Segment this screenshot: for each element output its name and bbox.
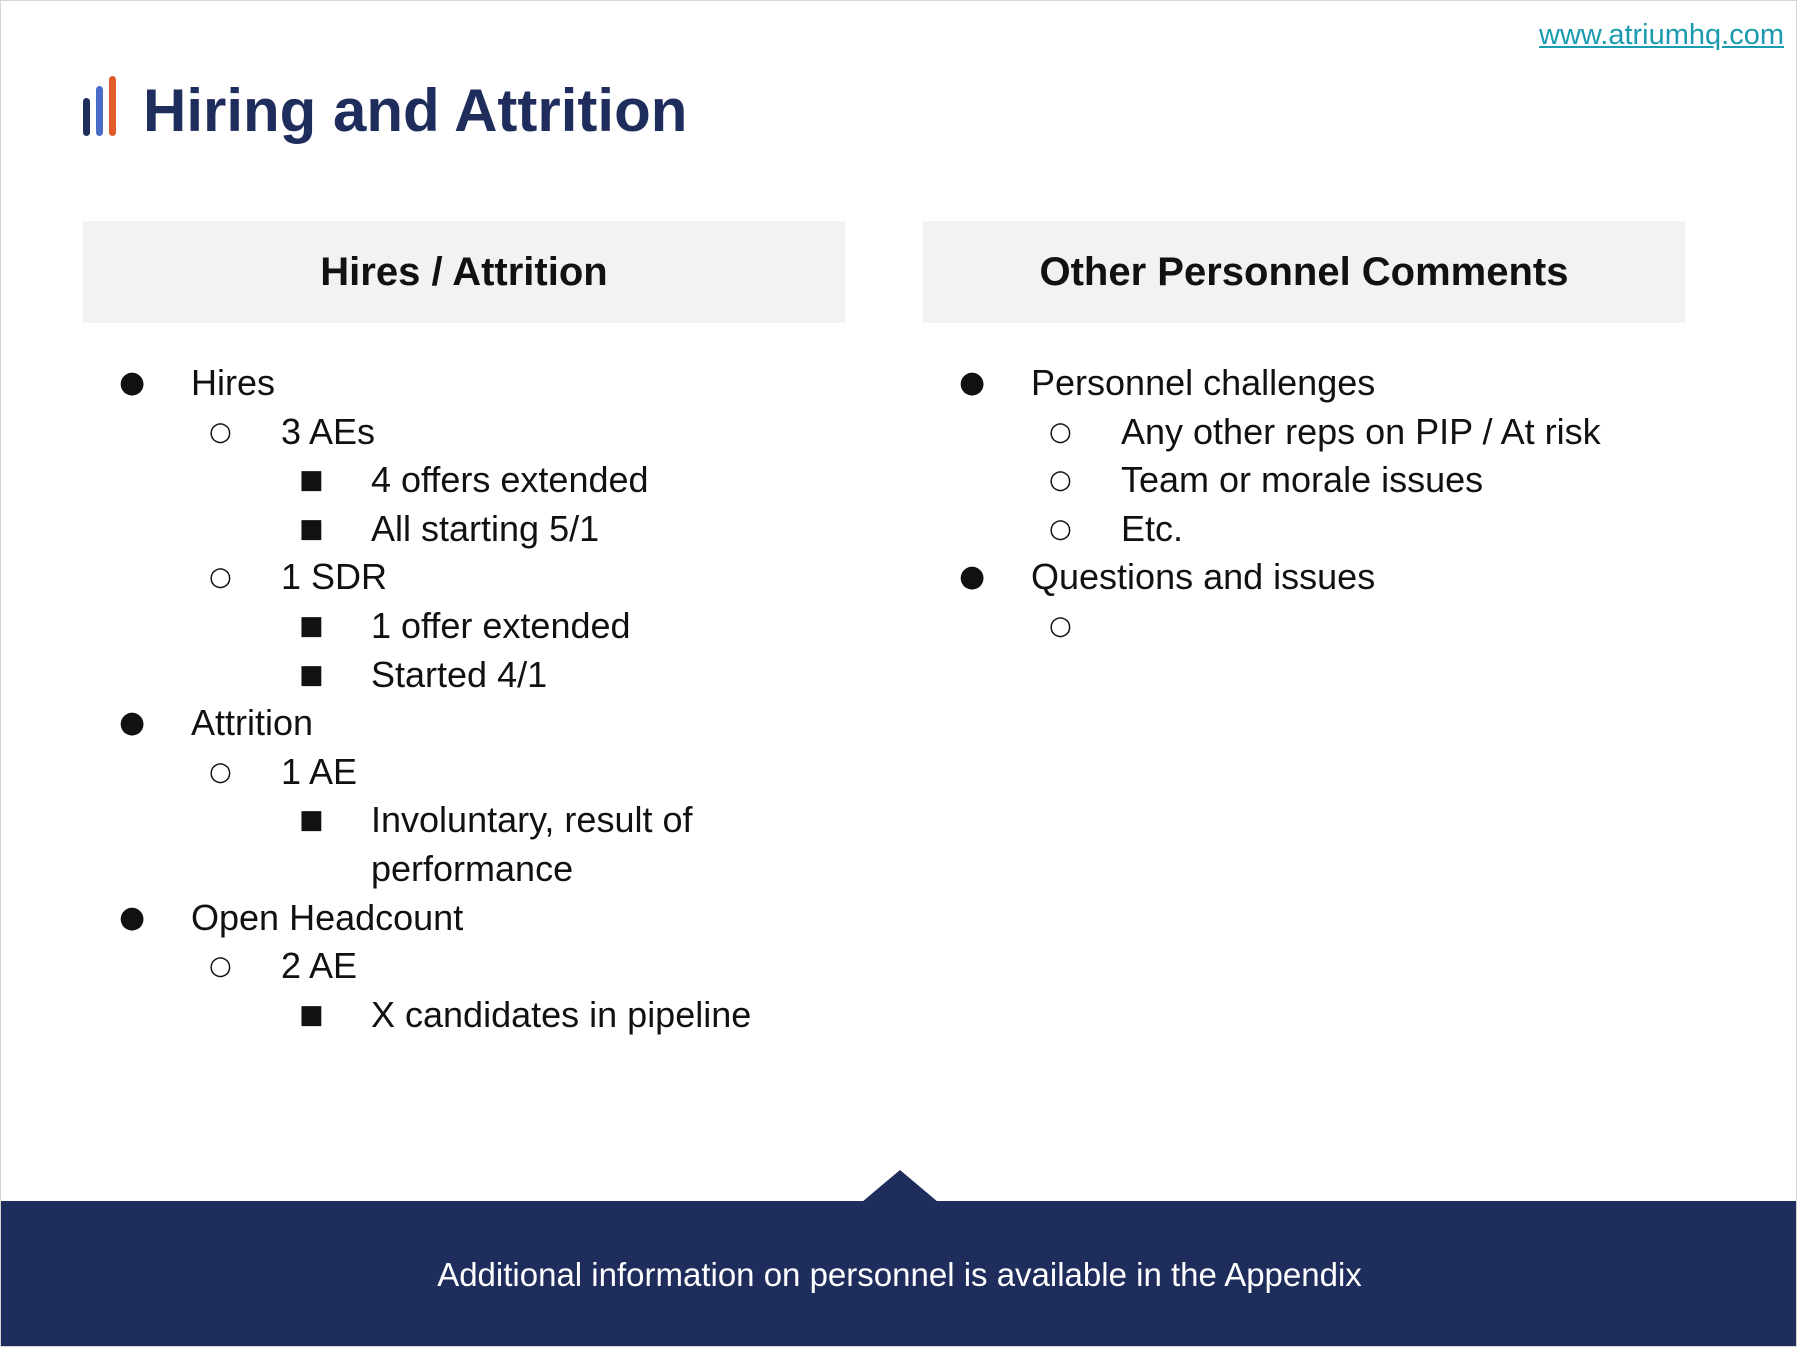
list-item [959,456,1759,505]
bullet-level-2-icon: ○ [1049,513,1072,544]
bullet-level-3-icon: ■ [299,465,324,496]
bullet-level-3-icon: ■ [299,805,324,836]
bullet-level-2-icon: ○ [209,562,232,593]
list-item-text [1121,602,1759,651]
list-item-text: Open Headcount [191,896,464,938]
personnel-comments-header: Other Personnel Comments [923,221,1685,323]
list-item [119,796,879,893]
list-item-text: 4 offers extended [371,459,649,501]
list-item-text: Attrition [191,702,314,744]
page-title: Hiring and Attrition [143,77,688,144]
list-item [959,602,1759,651]
bullet-level-2-icon: ○ [1049,416,1072,447]
list-item [119,408,879,457]
list-item-text: 1 offer extended [371,604,631,646]
hires-attrition-header: Hires / Attrition [83,221,845,323]
bullet-level-1-icon: ● [959,559,986,595]
list-item-text: Any other reps on PIP / At risk [1121,410,1601,452]
website-link[interactable]: www.atriumhq.com [1539,19,1784,51]
list-item-text: Hires [191,362,276,403]
list-item [119,942,879,991]
bullet-level-3-icon: ■ [299,999,324,1030]
bullet-level-2-icon: ○ [209,416,232,447]
bullet-level-2-icon: ○ [209,756,232,787]
list-item-text: Involuntary, result of performance [371,799,693,889]
list-item [959,505,1759,554]
list-item [119,651,879,700]
list-item-text: Etc. [1121,507,1184,549]
list-item-text: 2 AE [281,945,358,987]
bullet-level-1-icon: ● [119,705,146,741]
bullet-level-3-icon: ■ [299,610,324,641]
personnel-comments-list [959,359,1759,651]
list-item-text: All starting 5/1 [371,507,600,549]
footer-banner [1,1201,1797,1347]
bar-chart-logo-icon [83,76,123,136]
bullet-level-1-icon: ● [959,365,986,400]
list-item [119,456,879,505]
bullet-level-3-icon: ■ [299,513,324,544]
footer-text: Additional information on personnel is available in the Appendix [437,1255,1362,1293]
list-item [119,699,879,748]
list-item-text: Personnel challenges [1031,362,1376,403]
bullet-level-2-icon: ○ [1049,465,1072,496]
list-item [119,894,879,943]
bullet-level-2-icon: ○ [209,951,232,982]
list-item [119,748,879,797]
list-item-text: Team or morale issues [1121,459,1484,501]
list-item [959,359,1759,408]
list-item-text: Questions and issues [1031,556,1376,598]
bullet-level-1-icon: ● [119,365,146,400]
list-item [119,359,879,408]
list-item [959,553,1759,602]
list-item [119,505,879,554]
hires-attrition-list [119,359,879,1039]
logo-bar-medium [96,86,103,136]
list-item-text: 1 SDR [281,556,388,598]
bullet-level-3-icon: ■ [299,659,324,690]
list-item [959,408,1759,457]
list-item [119,553,879,602]
logo-bar-short [83,98,90,136]
list-item-text: 3 AEs [281,410,376,452]
list-item-text: 1 AE [281,750,358,792]
bullet-level-2-icon: ○ [1049,610,1072,641]
list-item-text: X candidates in pipeline [371,993,752,1035]
bullet-level-1-icon: ● [119,899,146,935]
logo-bar-tall [109,76,116,136]
list-item-text: Started 4/1 [371,653,548,695]
footer-pointer [862,1170,938,1202]
list-item [119,602,879,651]
list-item [119,991,879,1040]
